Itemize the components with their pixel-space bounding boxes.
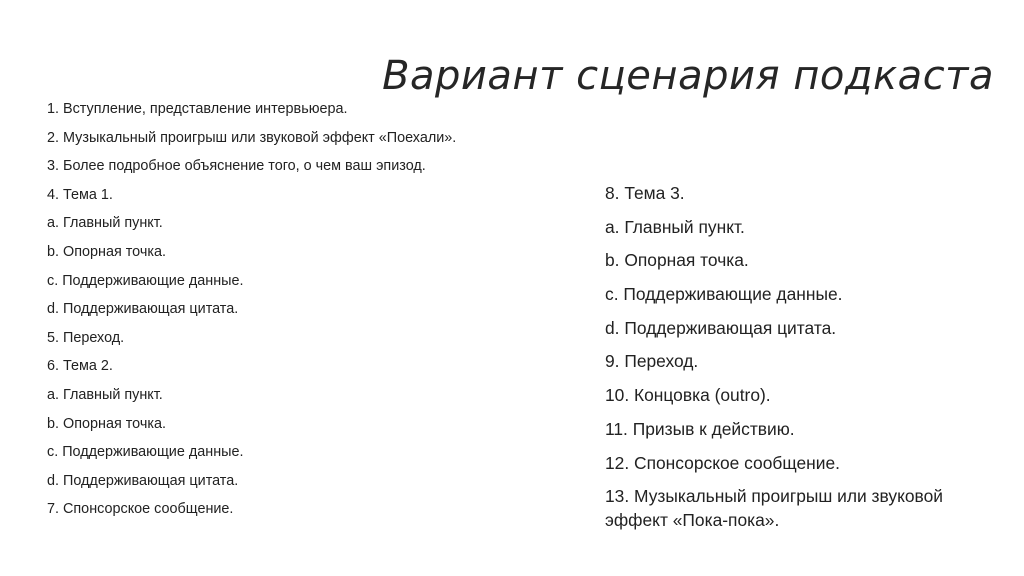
list-item: c. Поддерживающие данные.: [47, 444, 244, 461]
list-item: 13. Музыкальный проигрыш или звуковой эффект «Пока-пока».: [605, 486, 943, 531]
list-item: 1. Вступление, представление интервьюера.: [47, 101, 348, 117]
list-item: d. Поддерживающая цитата.: [47, 472, 239, 489]
list-item: a. Главный пункт.: [47, 215, 163, 232]
list-item: 4. Тема 1.: [47, 186, 113, 203]
list-item: b. Опорная точка.: [47, 415, 166, 432]
slide-title: Вариант сценария подкаста: [382, 52, 994, 99]
list-item: b. Опорная точка.: [47, 243, 166, 260]
list-item: 12. Спонсорское сообщение.: [605, 452, 840, 473]
list-item: 10. Концовка (outro).: [605, 385, 771, 406]
list-item: 8. Тема 3.: [605, 183, 685, 203]
left-column-list: [47, 98, 487, 527]
list-item: c. Поддерживающие данные.: [605, 284, 843, 305]
list-item: d. Поддерживающая цитата.: [605, 317, 837, 338]
list-item: 9. Переход.: [605, 351, 699, 372]
list-item: 2. Музыкальный проигрыш или звуковой эффект «Поехали».: [47, 129, 457, 146]
list-item: 11. Призыв к действию.: [605, 418, 795, 439]
right-column-list: [605, 181, 985, 542]
list-item: b. Опорная точка.: [605, 250, 749, 271]
list-item: 3. Более подробное объяснение того, о чем ваш эпизод.: [47, 158, 426, 175]
list-item: 5. Переход.: [47, 329, 125, 346]
list-item: d. Поддерживающая цитата.: [47, 301, 239, 318]
list-item: c. Поддерживающие данные.: [47, 272, 244, 289]
list-item: a. Главный пункт.: [605, 216, 745, 237]
list-item: 7. Спонсорское сообщение.: [47, 501, 234, 518]
list-item: a. Главный пункт.: [47, 386, 163, 403]
list-item: 6. Тема 2.: [47, 358, 113, 375]
